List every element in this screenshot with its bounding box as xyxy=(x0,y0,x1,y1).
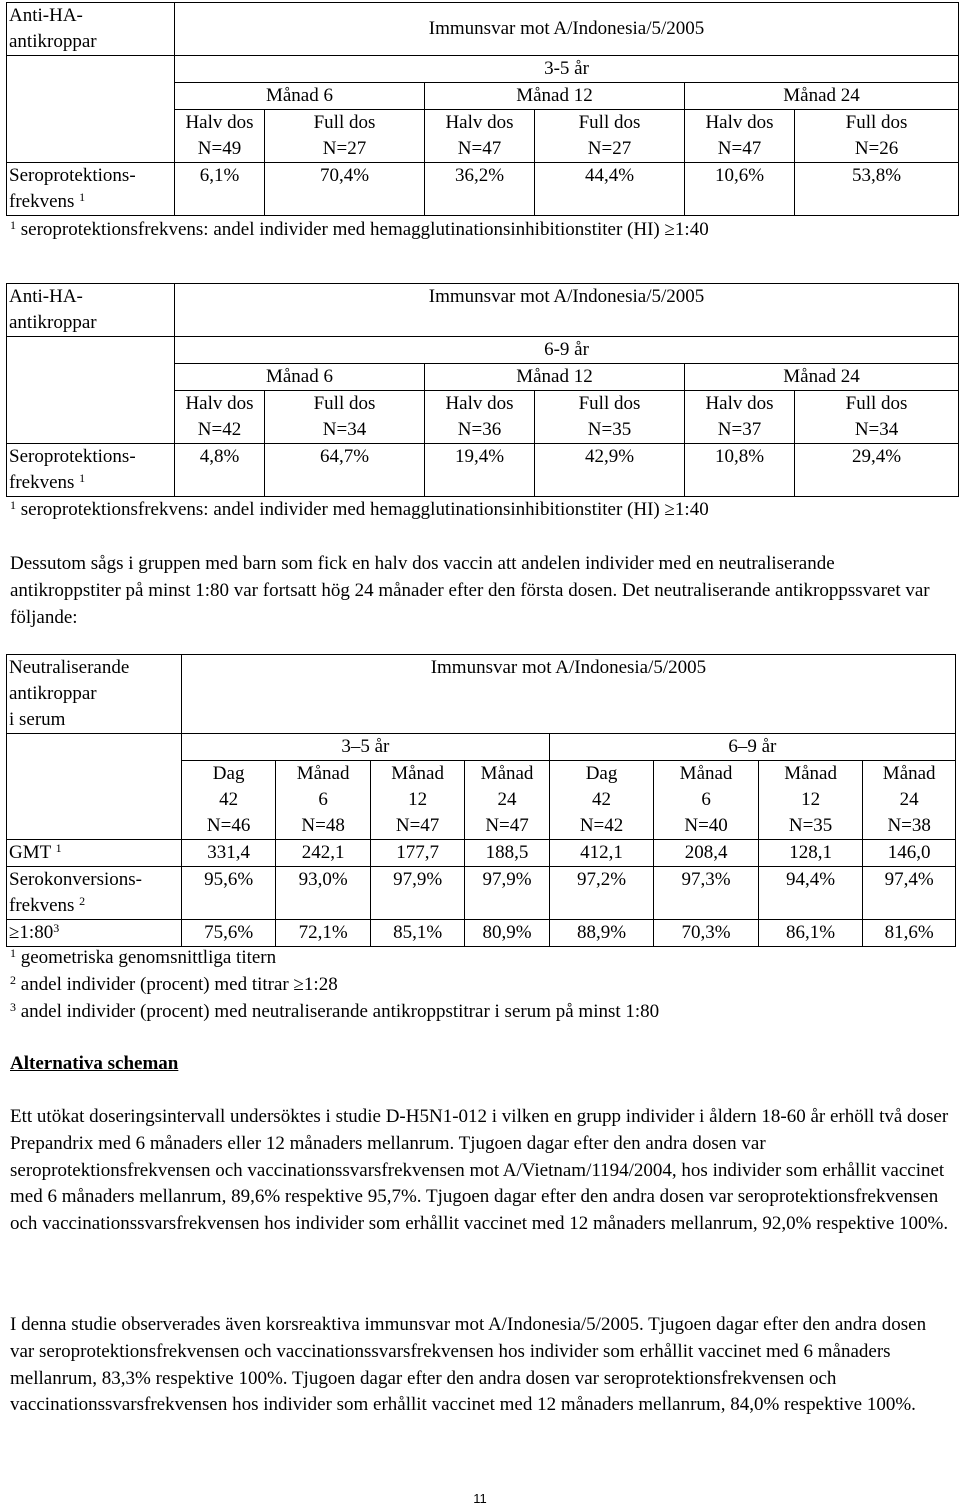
value-cell: 10,6% xyxy=(685,163,795,216)
column-header: Dag 42 N=42 xyxy=(549,761,654,840)
value-cell: 97,3% xyxy=(654,867,759,920)
value-cell: 331,4 xyxy=(181,840,275,867)
group-header: Full dos N=34 xyxy=(795,391,959,444)
value-cell: 81,6% xyxy=(863,920,956,947)
value-cell: 80,9% xyxy=(465,920,549,947)
table3-footnote-2: $^2$ andel individer (procent) med titrar ≥1:28 xyxy=(10,973,338,995)
table-6-9-years xyxy=(6,283,959,497)
group-header: Halv dos N=36 xyxy=(425,391,535,444)
month-header: Månad 6 xyxy=(175,364,425,391)
value-cell: 64,7% xyxy=(265,444,425,497)
table-title: Immunsvar mot A/Indonesia/5/2005 xyxy=(175,284,959,337)
body-paragraph: Ett utökat doseringsintervall undersöktes i studie D-H5N1-012 i vilken en grupp individer i åldern 18-60 år erhöll två doser Prepandrix med 6 månaders eller 12 månaders mellanrum. Tjugoen dagar efter den andra dosen var seroprotektionsfrekvensen och vaccinationssvarsfrekvensen mot A/Vietnam/1194/2004, hos individer som erhållit vaccinet med 6 månaders mellanrum, 89,6% respektive 95,7%. Tjugoen dagar efter den andra dosen var seroprotektionsfrekvensen och vaccinationssvarsfrekvensen hos individer som erhållit vaccinet med 12 månaders mellanrum, 92,0% respektive 100%. xyxy=(10,1106,949,1235)
value-cell: 94,4% xyxy=(758,867,863,920)
value-cell: 29,4% xyxy=(795,444,959,497)
table-title: Immunsvar mot A/Indonesia/5/2005 xyxy=(181,655,955,734)
age-group: 3–5 år xyxy=(181,734,549,761)
neutralising-antibody-table xyxy=(6,654,956,947)
value-cell: 146,0 xyxy=(863,840,956,867)
value-cell: 85,1% xyxy=(370,920,464,947)
titer-label: $\ge 1:80^3$ xyxy=(7,920,182,947)
column-header: Månad 12 N=47 xyxy=(370,761,464,840)
value-cell: 128,1 xyxy=(758,840,863,867)
value-cell: 177,7 xyxy=(370,840,464,867)
month-header: Månad 24 xyxy=(685,364,959,391)
value-cell: 6,1% xyxy=(175,163,265,216)
column-header: Månad 12 N=35 xyxy=(758,761,863,840)
table-title: Immunsvar mot A/Indonesia/5/2005 xyxy=(175,3,959,56)
table3-footnote-1: $^1$ geometriska genomsnittliga titern xyxy=(10,946,277,968)
column-header: Månad 24 N=38 xyxy=(863,761,956,840)
table-3-5-years xyxy=(6,2,959,216)
group-header: Halv dos N=37 xyxy=(685,391,795,444)
value-cell: 42,9% xyxy=(535,444,685,497)
page-number: 11 xyxy=(473,1491,487,1506)
value-cell: 70,3% xyxy=(654,920,759,947)
rate-label: Seroprotektions- frekvens $^1$ xyxy=(7,163,175,216)
age-group: 3-5 år xyxy=(175,56,959,83)
value-cell: 208,4 xyxy=(654,840,759,867)
value-cell: 36,2% xyxy=(425,163,535,216)
value-cell: 53,8% xyxy=(795,163,959,216)
table3-footnote-3: $^3$ andel individer (procent) med neutraliserande antikroppstitrar i serum på minst 1:80 xyxy=(10,1000,660,1022)
value-cell: 93,0% xyxy=(276,867,370,920)
group-header: Full dos N=34 xyxy=(265,391,425,444)
column-header: Månad 6 N=48 xyxy=(276,761,370,840)
group-header: Halv dos N=47 xyxy=(425,110,535,163)
row-label: Neutraliserande antikroppar i serum xyxy=(7,655,182,734)
value-cell: 97,4% xyxy=(863,867,956,920)
month-header: Månad 24 xyxy=(685,83,959,110)
value-cell: 72,1% xyxy=(276,920,370,947)
seroconversion-label: Serokonversions- frekvens $^2$ xyxy=(7,867,182,920)
value-cell: 97,2% xyxy=(549,867,654,920)
column-header: Månad 24 N=47 xyxy=(465,761,549,840)
value-cell: 19,4% xyxy=(425,444,535,497)
group-header: Full dos N=27 xyxy=(535,110,685,163)
value-cell: 242,1 xyxy=(276,840,370,867)
rate-label: Seroprotektions- frekvens $^1$ xyxy=(7,444,175,497)
column-header: Månad 6 N=40 xyxy=(654,761,759,840)
value-cell: 70,4% xyxy=(265,163,425,216)
value-cell: 95,6% xyxy=(181,867,275,920)
value-cell: 97,9% xyxy=(465,867,549,920)
row-label: Anti-HA- antikroppar xyxy=(7,284,175,337)
group-header: Halv dos N=49 xyxy=(175,110,265,163)
value-cell: 75,6% xyxy=(181,920,275,947)
value-cell: 88,9% xyxy=(549,920,654,947)
section-heading: Alternativa scheman xyxy=(10,1053,179,1074)
group-header: Halv dos N=47 xyxy=(685,110,795,163)
value-cell: 10,8% xyxy=(685,444,795,497)
row-label: Anti-HA- antikroppar xyxy=(7,3,175,56)
value-cell: 44,4% xyxy=(535,163,685,216)
month-header: Månad 12 xyxy=(425,364,685,391)
value-cell: 4,8% xyxy=(175,444,265,497)
group-header: Full dos N=27 xyxy=(265,110,425,163)
gmt-label: GMT $^1$ xyxy=(7,840,182,867)
age-group: 6-9 år xyxy=(175,337,959,364)
age-group: 6–9 år xyxy=(549,734,955,761)
value-cell: 412,1 xyxy=(549,840,654,867)
group-header: Full dos N=26 xyxy=(795,110,959,163)
table2-footnote: $^1$ seroprotektionsfrekvens: andel individer med hemagglutinationsinhibitionstiter (HI) ≥1:40 xyxy=(10,498,709,520)
value-cell: 97,9% xyxy=(370,867,464,920)
column-header: Dag 42 N=46 xyxy=(181,761,275,840)
value-cell: 86,1% xyxy=(758,920,863,947)
month-header: Månad 12 xyxy=(425,83,685,110)
body-paragraph: Dessutom sågs i gruppen med barn som fick en halv dos vaccin att andelen individer med en neutraliserande antikroppstiter på minst 1:80 var fortsatt hög 24 månader efter den första dosen. Det neutraliserande antikroppssvaret var följande: xyxy=(10,553,930,628)
table1-footnote: $^1$ seroprotektionsfrekvens: andel individer med hemagglutinationsinhibitionstiter (HI) ≥1:40 xyxy=(10,218,709,240)
group-header: Full dos N=35 xyxy=(535,391,685,444)
month-header: Månad 6 xyxy=(175,83,425,110)
body-paragraph: I denna studie observerades även korsreaktiva immunsvar mot A/Indonesia/5/2005. Tjugoen dagar efter den andra dosen var seroprotektionsfrekvensen och vaccinationssvarsfrekvensen hos individer som erhållit vaccinet med 6 månaders mellanrum, 83,3% respektive 100%. Tjugoen dagar efter den andra dosen var seroprotektionsfrekvensen och vaccinationssvarsfrekvensen hos individer som erhållit vaccinet med 12 månaders mellanrum, 84,0% respektive 100%. xyxy=(10,1314,927,1416)
group-header: Halv dos N=42 xyxy=(175,391,265,444)
value-cell: 188,5 xyxy=(465,840,549,867)
